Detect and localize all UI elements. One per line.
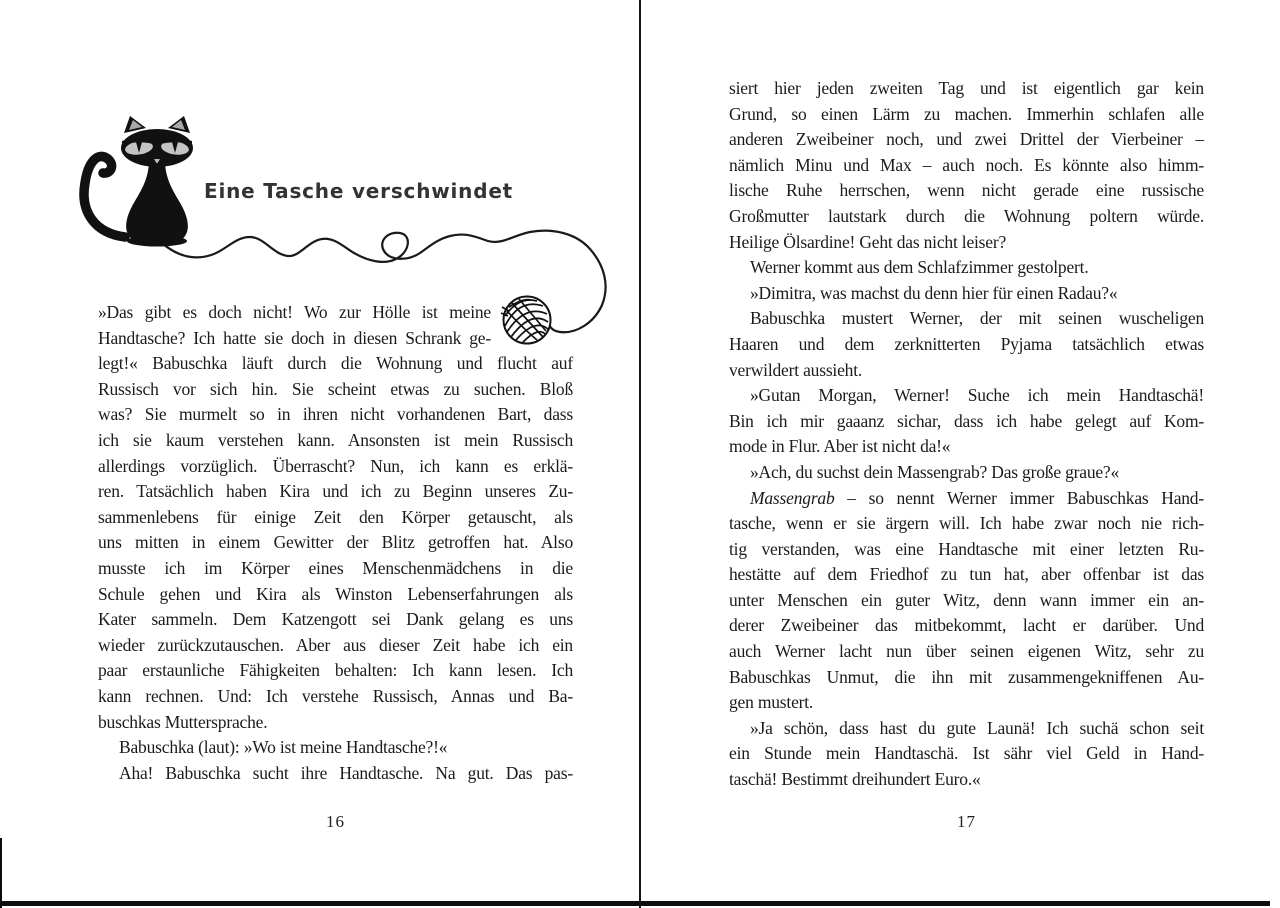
text-line: tig verstanden, was eine Handtasche mit einer letzten Ru- <box>729 538 1204 559</box>
text-line: anderen Zweibeiner noch, und zwei Drittel der Vierbeiner – <box>729 129 1204 150</box>
text-line: paar erstaunliche Fähigkeiten behalten: Ich kann lesen. Ich <box>98 660 573 681</box>
text-line: Aha! Babuschka sucht ihre Handtasche. Na gut. Das pas- <box>119 762 573 783</box>
text-line: taschä! Bestimmt dreihundert Euro.« <box>729 769 981 790</box>
text-line: musste ich im Körper eines Menschenmädchens in die <box>98 557 573 578</box>
text-line: buschkas Muttersprache. <box>98 711 268 732</box>
text-line: uns mitten in einem Gewitter der Blitz getroffen hat. Also <box>98 532 573 553</box>
left-page-number: 16 <box>326 812 345 831</box>
text-line: Massengrab – so nennt Werner immer Babuschkas Hand- <box>750 487 1204 508</box>
text-line: gen mustert. <box>729 692 814 713</box>
text-line: auch Werner lacht nun über seinen eigenen Witz, sehr zu <box>729 641 1204 662</box>
text-line: Babuschka mustert Werner, der mit seinen wuscheligen <box>750 308 1204 329</box>
text-line: sammenlebens für einige Zeit den Körper getauscht, als <box>98 506 573 527</box>
text-line: Russisch vor sich hin. Sie scheint etwas zu suchen. Bloß <box>98 378 573 399</box>
text-line: Bin ich mir gaaanz sichar, dass ich habe gelegt auf Kom- <box>729 410 1204 431</box>
page-gutter-line <box>639 0 641 908</box>
text-line: »Das gibt es doch nicht! Wo zur Hölle ist meine <box>98 302 491 322</box>
scan-left-edge <box>0 838 2 908</box>
text-line: Grund, so einen Lärm zu machen. Immerhin schlafen alle <box>729 103 1204 124</box>
text-line: verwildert aussieht. <box>729 359 863 380</box>
text-line: ren. Tatsächlich haben Kira und ich zu Beginn unseres Zu- <box>98 481 573 502</box>
text-line: legt!« Babuschka läuft durch die Wohnung und flucht auf <box>98 353 573 374</box>
text-line: was? Sie murmelt so in ihren nicht vorhandenen Bart, dass <box>98 404 573 425</box>
text-line: Schule gehen und Kira als Winston Lebenserfahrungen als <box>98 583 573 604</box>
text-line: »Gutan Morgan, Werner! Suche ich mein Handtaschä! <box>750 385 1204 406</box>
text-line: hestätte auf dem Friedhof zu tun hat, aber offenbar ist das <box>729 564 1204 585</box>
text-line: Kater sammeln. Dem Katzengott sei Dank gelang es uns <box>98 609 573 630</box>
italic-word: Massengrab <box>750 487 835 508</box>
text-line: tasche, wenn er sie ärgern will. Ich habe zwar noch nie rich- <box>729 513 1204 534</box>
right-page-number: 17 <box>957 812 976 831</box>
text-line: nämlich Minu und Max – auch noch. Es könnte also himm- <box>729 154 1204 175</box>
text-line: mode in Flur. Aber ist nicht da!« <box>729 436 951 457</box>
text-line: kann rechnen. Und: Ich verstehe Russisch, Annas und Ba- <box>98 685 573 706</box>
text-line: Heilige Ölsardine! Geht das nicht leiser? <box>729 231 1007 252</box>
chapter-title: Eine Tasche verschwindet <box>204 179 514 204</box>
text-line: Babuschka (laut): »Wo ist meine Handtasche?!« <box>119 737 448 758</box>
text-line: allerdings vorzüglich. Überrascht? Nun, ich kann es erklä- <box>98 455 573 476</box>
text-line: ich sie kaum verstehen kann. Ansonsten ist mein Russisch <box>98 429 573 450</box>
text-line: Haaren und dem zerknitterten Pyjama tatsächlich etwas <box>729 333 1204 354</box>
text-line: derer Zweibeiner das mitbekommt, lacht er darüber. Und <box>729 615 1204 636</box>
text-line: unter Menschen ein guter Witz, denn wann immer ein an- <box>729 589 1204 610</box>
text-line: ein Stunde mein Handtaschä. Ist sähr viel Geld in Hand- <box>729 743 1204 764</box>
text-line: wieder zurückzutauschen. Aber aus dieser Zeit habe ich ein <box>98 634 573 655</box>
left-page-text <box>98 300 573 786</box>
text-line: Großmutter lautstark durch die Wohnung poltern würde. <box>729 205 1204 226</box>
text-line: lische Ruhe herrschen, wenn nicht gerade eine russische <box>729 180 1204 201</box>
text-line: Handtasche? Ich hatte sie doch in diesen Schrank ge- <box>98 327 491 348</box>
text-line: »Dimitra, was machst du denn hier für einen Radau?« <box>750 282 1118 303</box>
scan-bottom-edge <box>0 901 1270 906</box>
text-line: Werner kommt aus dem Schlafzimmer gestolpert. <box>750 257 1089 278</box>
text-line: »Ach, du suchst dein Massengrab? Das große graue?« <box>750 461 1120 482</box>
cat-icon <box>84 116 193 247</box>
text-line: »Ja schön, dass hast du gute Launä! Ich suchä schon seit <box>750 717 1204 738</box>
text-line: siert hier jeden zweiten Tag und ist eigentlich gar kein <box>729 78 1204 98</box>
right-page-text <box>729 76 1204 793</box>
text-line: Babuschkas Unmut, die ihn mit zusammengekniffenen Au- <box>729 666 1204 687</box>
